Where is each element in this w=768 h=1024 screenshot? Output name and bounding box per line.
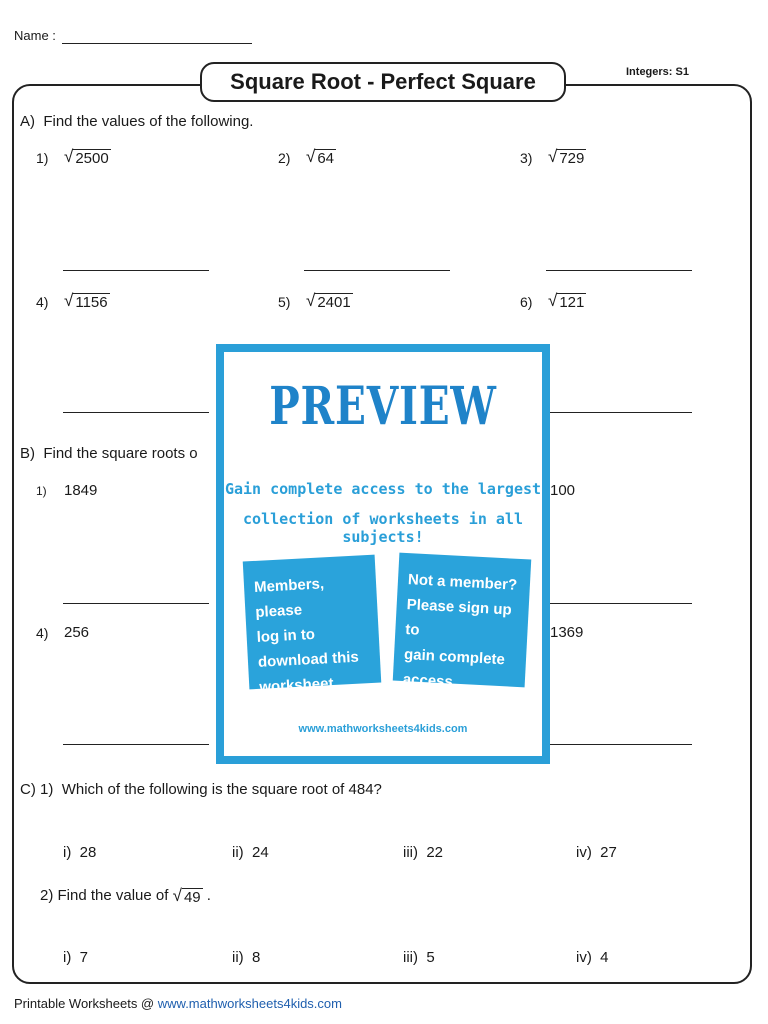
problem-number: 1) <box>36 484 47 498</box>
radical-expression: √ 121 <box>548 291 585 311</box>
name-line <box>62 43 252 44</box>
problem-number: 4) <box>36 294 49 310</box>
option: iii) 22 <box>403 844 444 861</box>
option: iv) 27 <box>576 844 617 861</box>
option: ii) 24 <box>232 844 269 861</box>
radical-expression: √ 1156 <box>64 291 108 311</box>
radical-expression: √ 49 <box>172 886 201 906</box>
number-value: 1849 <box>64 482 98 499</box>
radical-expression: √ 2401 <box>306 291 351 311</box>
answer-line <box>546 270 692 271</box>
answer-line <box>304 270 450 271</box>
number-value: 100 <box>550 482 576 499</box>
preview-subtitle-line: collection of worksheets in all subjects! <box>243 510 523 546</box>
problem-number: 2) <box>278 150 291 166</box>
problem-number: 5) <box>278 294 291 310</box>
radical-expression: √ 729 <box>548 147 585 167</box>
option: ii) 8 <box>232 949 261 966</box>
problem-number: 1) <box>36 150 49 166</box>
answer-line <box>63 412 209 413</box>
answer-line <box>63 603 209 604</box>
answer-line <box>546 744 692 745</box>
section-c-question-1: C) 1) Which of the following is the square root of 484? <box>20 781 382 798</box>
radical-expression: √ 64 <box>306 147 335 167</box>
radical-expression: √ 2500 <box>64 147 109 167</box>
answer-line <box>546 412 692 413</box>
answer-line <box>546 603 692 604</box>
preview-overlay <box>216 344 550 764</box>
preview-url-link[interactable]: www.mathworksheets4kids.com <box>298 723 468 735</box>
problem-number: 6) <box>520 294 533 310</box>
number-value: 1369 <box>550 624 584 641</box>
section-a-heading: A) Find the values of the following. <box>20 113 254 130</box>
signup-card[interactable]: Not a member? Please sign up to gain complete access. <box>393 553 532 688</box>
preview-subtitle-line: Gain complete access to the largest <box>224 480 542 498</box>
option: iv) 4 <box>576 949 609 966</box>
problem-number: 3) <box>520 150 533 166</box>
name-label: Name : <box>14 28 56 43</box>
option: iii) 5 <box>403 949 435 966</box>
level-tag: Integers: S1 <box>626 66 689 78</box>
preview-title: PREVIEW <box>269 376 497 437</box>
section-c-question-2: 2) Find the value of √ 49 . <box>40 886 211 906</box>
footer: Printable Worksheets @ www.mathworksheets4kids.com <box>14 996 342 1011</box>
answer-line <box>63 744 209 745</box>
option: i) 28 <box>63 844 97 861</box>
problem-number: 4) <box>36 625 49 641</box>
option: i) 7 <box>63 949 89 966</box>
page-title: Square Root - Perfect Square <box>200 62 566 102</box>
section-b-heading: B) Find the square roots o <box>20 445 198 462</box>
number-value: 256 <box>64 624 90 641</box>
members-login-card[interactable]: Members, please log in to download this worksheet. <box>243 555 382 690</box>
footer-link[interactable]: www.mathworksheets4kids.com <box>157 996 342 1011</box>
answer-line <box>63 270 209 271</box>
